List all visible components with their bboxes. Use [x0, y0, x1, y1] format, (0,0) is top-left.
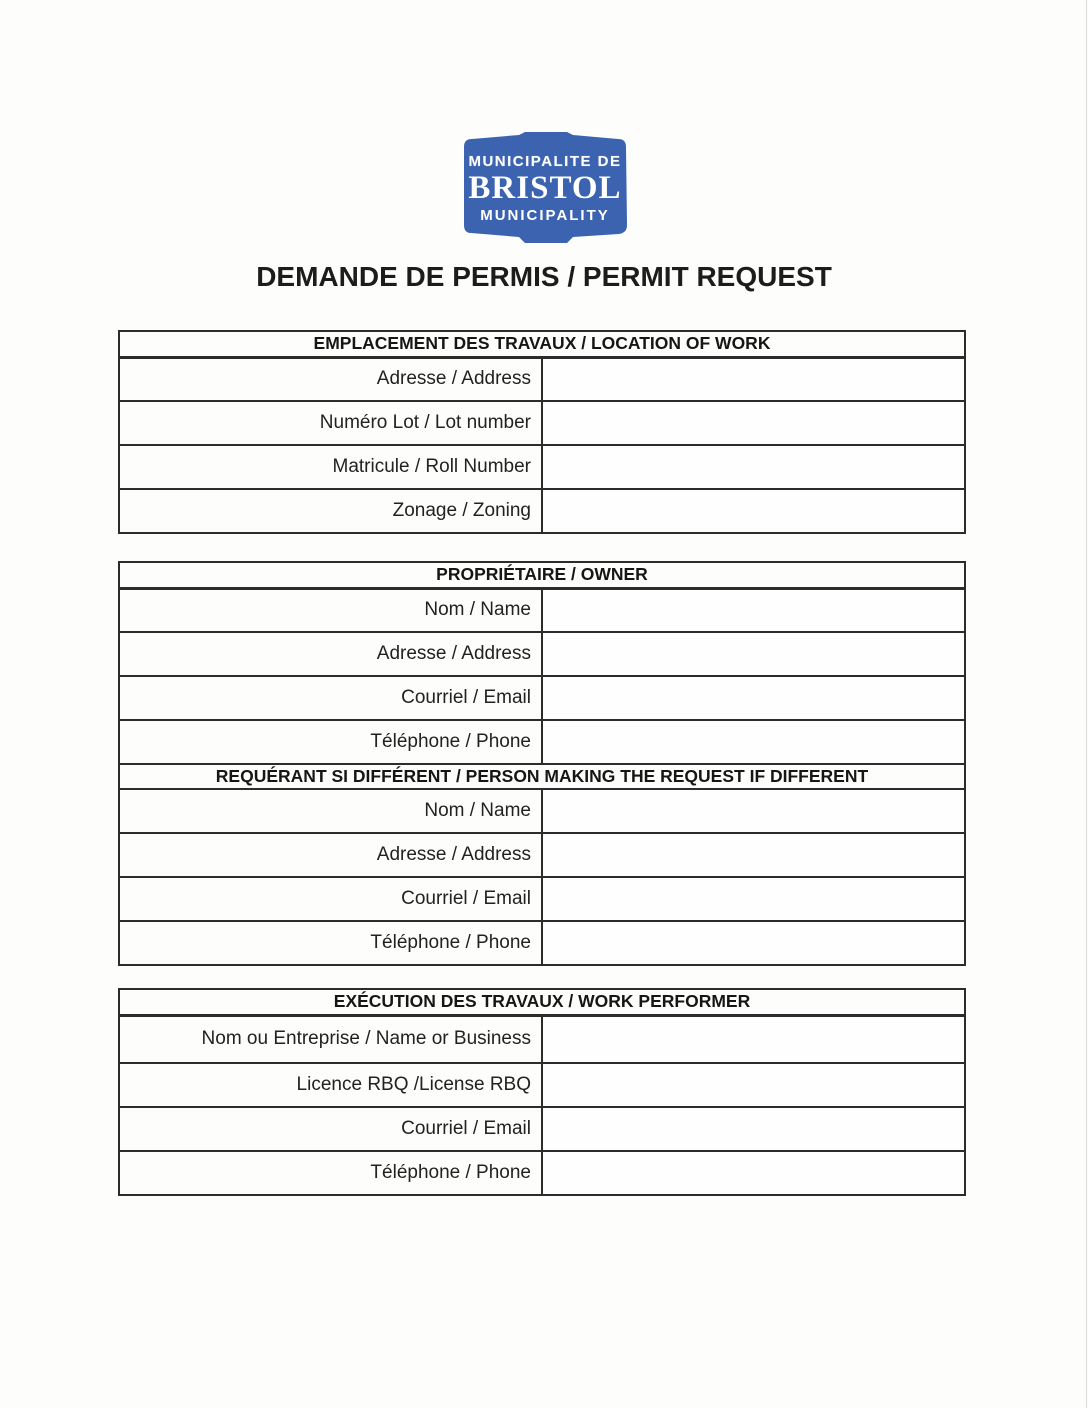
field-value-requester-phone — [542, 921, 965, 965]
table-row — [119, 720, 965, 764]
table-row — [119, 1015, 965, 1063]
table-header-row — [119, 331, 965, 357]
field-label-requester-phone: Téléphone / Phone — [119, 921, 542, 965]
field-label-lot-number: Numéro Lot / Lot number — [119, 401, 542, 445]
field-label-address: Adresse / Address — [119, 357, 542, 401]
section-header-location: EMPLACEMENT DES TRAVAUX / LOCATION OF WORK — [119, 331, 965, 357]
table-row — [119, 1107, 965, 1151]
field-label-requester-name: Nom / Name — [119, 789, 542, 833]
section-header-performer: EXÉCUTION DES TRAVAUX / WORK PERFORMER — [119, 989, 965, 1015]
field-value-requester-address — [542, 833, 965, 877]
scan-artifact-edge — [1086, 0, 1087, 1408]
field-label-roll-number: Matricule / Roll Number — [119, 445, 542, 489]
field-label-rbq-license: Licence RBQ /License RBQ — [119, 1063, 542, 1107]
table-header-row — [119, 562, 965, 588]
page-title: DEMANDE DE PERMIS / PERMIT REQUEST — [256, 261, 832, 292]
field-label-owner-phone: Téléphone / Phone — [119, 720, 542, 764]
table-header-row — [119, 764, 965, 789]
owner-table — [118, 561, 966, 966]
table-row — [119, 445, 965, 489]
field-value-performer-phone — [542, 1151, 965, 1195]
field-value-owner-email — [542, 676, 965, 720]
field-value-roll-number — [542, 445, 965, 489]
field-value-owner-name — [542, 588, 965, 632]
field-label-owner-name: Nom / Name — [119, 588, 542, 632]
logo-text — [458, 132, 632, 243]
field-label-owner-email: Courriel / Email — [119, 676, 542, 720]
logo-text-top: MUNICIPALITE DE — [468, 152, 622, 170]
table-header-row — [119, 989, 965, 1015]
field-value-zoning — [542, 489, 965, 533]
field-label-performer-name: Nom ou Entreprise / Name or Business — [119, 1015, 542, 1063]
field-value-rbq-license — [542, 1063, 965, 1107]
location-of-work-table — [118, 330, 966, 534]
field-value-requester-name — [542, 789, 965, 833]
table-row — [119, 632, 965, 676]
section-header-requester: REQUÉRANT SI DIFFÉRENT / PERSON MAKING THE REQUEST IF DIFFERENT — [119, 764, 965, 789]
field-value-address — [542, 357, 965, 401]
table-row — [119, 921, 965, 965]
field-value-owner-address — [542, 632, 965, 676]
field-label-requester-address: Adresse / Address — [119, 833, 542, 877]
table-row — [119, 676, 965, 720]
field-label-requester-email: Courriel / Email — [119, 877, 542, 921]
logo-text-name: BRISTOL — [468, 169, 622, 206]
field-label-performer-email: Courriel / Email — [119, 1107, 542, 1151]
table-row — [119, 357, 965, 401]
field-value-requester-email — [542, 877, 965, 921]
table-row — [119, 401, 965, 445]
table-row — [119, 833, 965, 877]
table-row — [119, 1063, 965, 1107]
field-value-performer-name — [542, 1015, 965, 1063]
table-row — [119, 877, 965, 921]
logo-text-bottom: MUNICIPALITY — [480, 207, 610, 225]
table-row — [119, 1151, 965, 1195]
field-label-owner-address: Adresse / Address — [119, 632, 542, 676]
work-performer-table — [118, 988, 966, 1196]
section-header-owner: PROPRIÉTAIRE / OWNER — [119, 562, 965, 588]
field-label-zoning: Zonage / Zoning — [119, 489, 542, 533]
field-value-lot-number — [542, 401, 965, 445]
table-row — [119, 588, 965, 632]
field-value-owner-phone — [542, 720, 965, 764]
municipality-logo — [458, 132, 632, 243]
field-value-performer-email — [542, 1107, 965, 1151]
field-label-performer-phone: Téléphone / Phone — [119, 1151, 542, 1195]
table-row — [119, 489, 965, 533]
table-row — [119, 789, 965, 833]
